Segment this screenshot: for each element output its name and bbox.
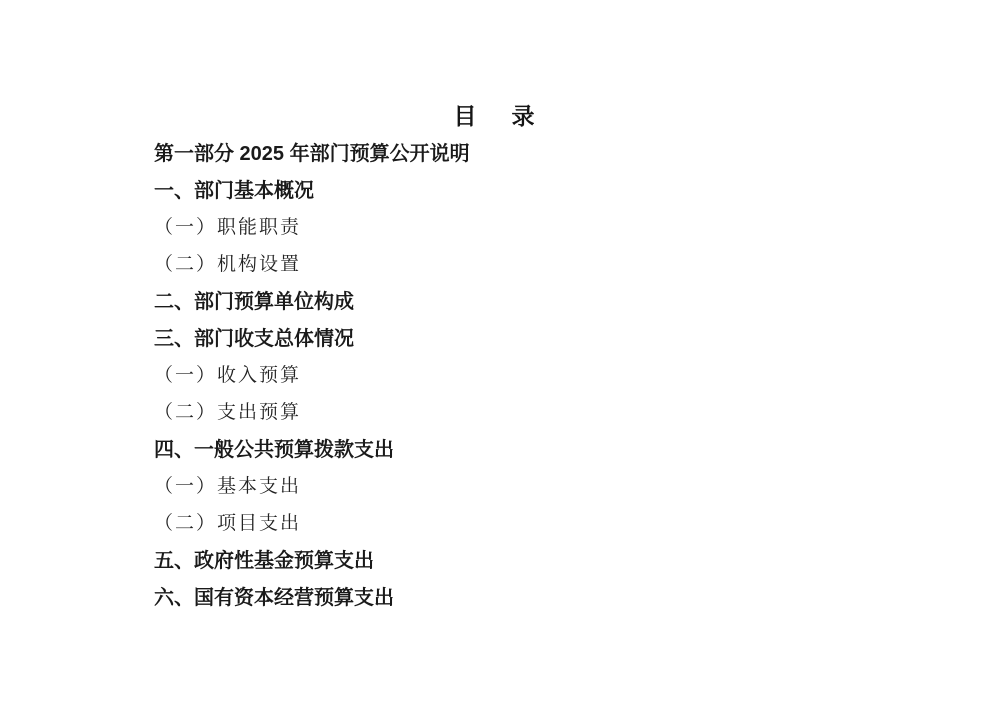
toc-subitem-3-2: （二）支出预算	[154, 401, 302, 423]
toc-subitem-1-1: （一）职能职责	[154, 216, 302, 238]
toc-item-section5: 五、政府性基金预算支出	[154, 550, 374, 572]
toc-item-section2: 二、部门预算单位构成	[154, 291, 354, 313]
toc-subitem-4-2: （二）项目支出	[154, 512, 302, 534]
toc-item-section1: 一、部门基本概况	[154, 180, 314, 202]
toc-subitem-1-2: （二）机构设置	[154, 253, 302, 275]
table-of-contents	[0, 96, 1000, 614]
toc-subitem-3-1: （一）收入预算	[154, 364, 302, 386]
toc-subitem-4-1: （一）基本支出	[154, 475, 302, 497]
toc-title-row	[0, 96, 1000, 133]
page-title: 目 录	[453, 103, 541, 129]
toc-item-section3: 三、部门收支总体情况	[154, 328, 354, 350]
toc-item-section4: 四、一般公共预算拨款支出	[154, 439, 394, 461]
toc-item-part1: 第一部分 2025 年部门预算公开说明	[154, 143, 470, 165]
toc-item-section6: 六、国有资本经营预算支出	[154, 587, 394, 609]
